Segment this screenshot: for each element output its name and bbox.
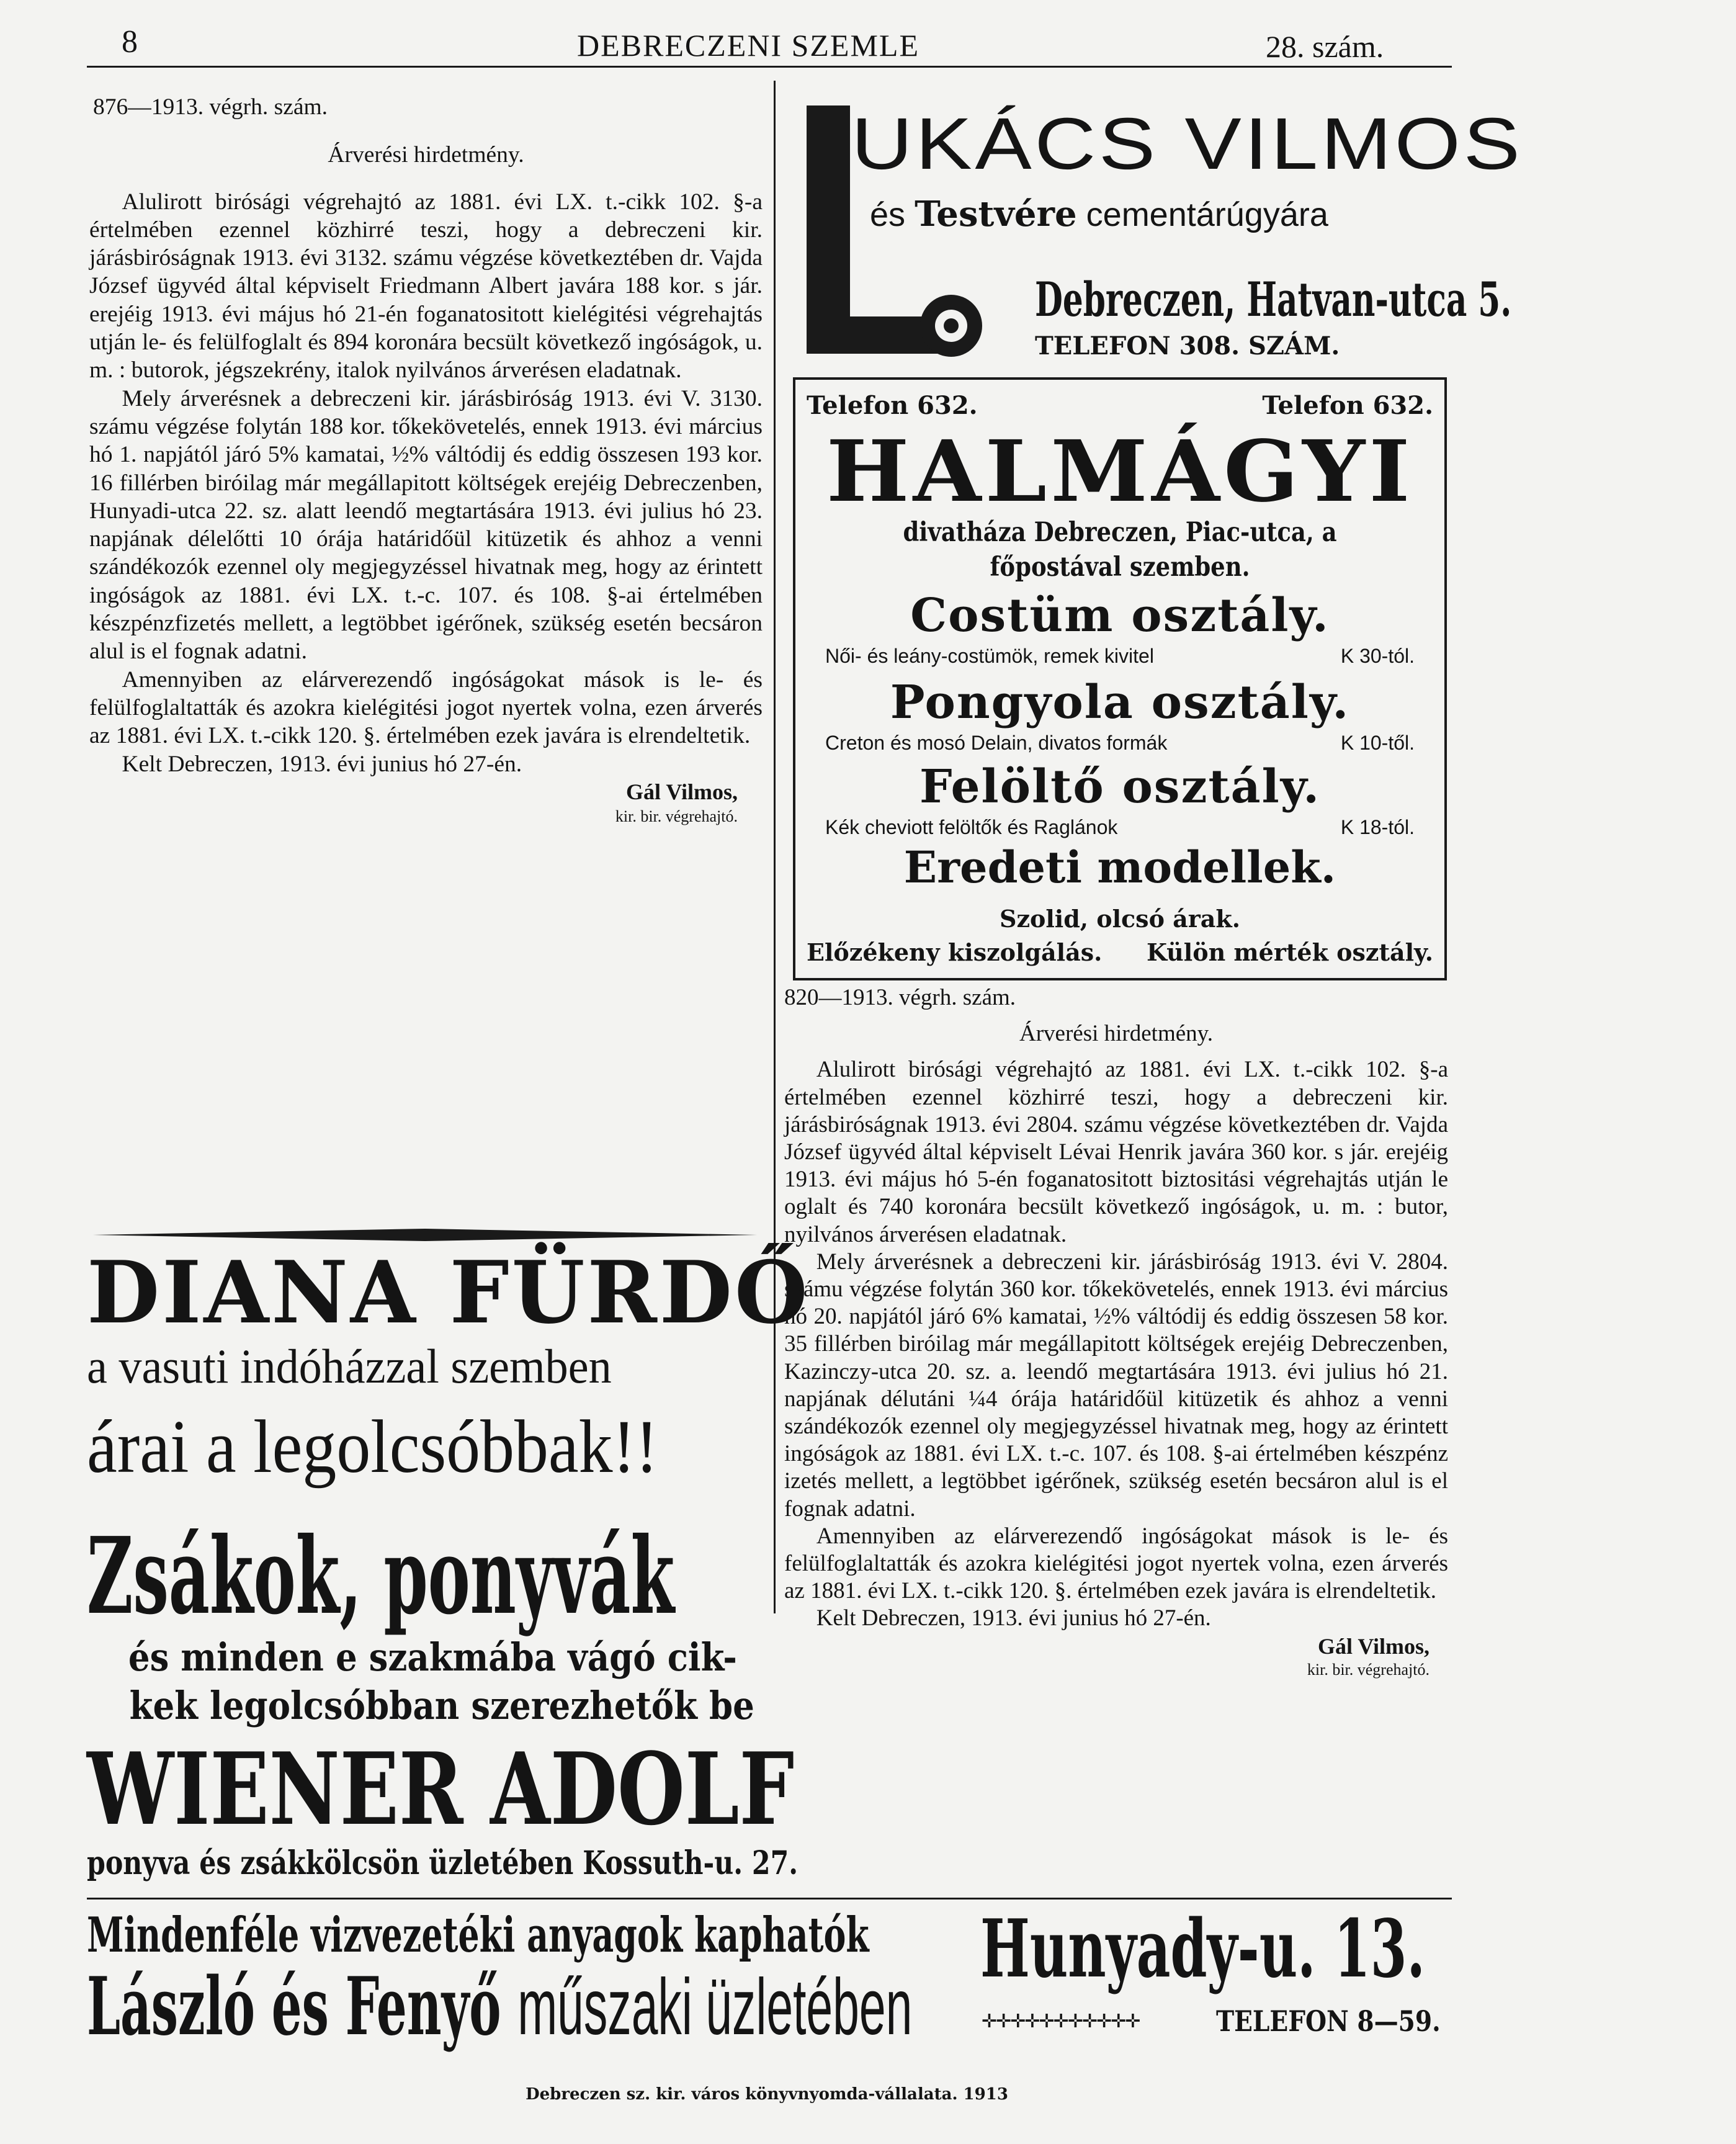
bottom-ad-address: Hunyady-u. 13. xyxy=(980,1903,1425,1996)
header-rule xyxy=(87,66,1452,68)
bottom-ad-phone: TELEFON 8—59. xyxy=(1216,2004,1441,2038)
item-text: Női- és leány-costümök, remek kivitel xyxy=(825,645,1154,667)
notice-paragraph: Mely árverésnek a debreczeni kir. járásbiróság 1913. évi V. 2804. számu végzése folytán 360 kor. tőkekövetelés, ennek 1913. évi március hó 20. napjától járó 6% kamatai, ½% váltódij és eddig összesen 58 kor. 35 fillérben biróilag már megállapitott költségek erejéig Debreczenben, Kazinczy-utca 20. sz. a. leendő megtartására 1913. évi julius hó 21. napjának délutáni ¼4 órája határidőül kitüzetik és ahhoz a venni szándékozók ezennel oly megjegyzéssel hivatnak meg, hogy az érintett ingóságok az 1881. évi LX. t.-c. 107. és 108. §-ai értelmében készpénz izetés mellett, a legtöbbet igérőnek, szükség esetén becsáron alul is el fognak adatni. xyxy=(784,1249,1448,1522)
item-text: Creton és mosó Delain, divatos formák xyxy=(825,732,1168,754)
phone-right: Telefon 632. xyxy=(1262,391,1433,420)
signature-title: kir. bir. végrehajtó. xyxy=(1307,1660,1430,1679)
case-number: 876—1913. végrh. szám. xyxy=(93,94,328,120)
wiener-ad-name: WIENER ADOLF xyxy=(87,1731,795,1847)
notice-date: Kelt Debreczen, 1913. évi junius hó 27-én. xyxy=(816,1605,1211,1631)
decorative-crosses: ✛✛✛✛✛✛✛✛✛✛✛ xyxy=(982,2011,1140,2032)
wiener-ad-line1: és minden e szakmába vágó cik- xyxy=(128,1635,737,1680)
item-price: K 30-tól. xyxy=(1340,645,1415,667)
section-item xyxy=(807,642,1433,670)
halmagyi-section-pongyola xyxy=(807,676,1433,757)
halmagyi-phones xyxy=(807,391,1433,420)
item-price: K 10-től. xyxy=(1340,732,1415,754)
section-item xyxy=(807,729,1433,757)
halmagyi-name: HALMÁGYI xyxy=(826,422,1414,521)
service-left: Előzékeny kiszolgálás. xyxy=(807,938,1103,966)
lukacs-address: Debreczen, Hatvan-utca 5. xyxy=(1035,272,1512,327)
section-title: Felöltő osztály. xyxy=(919,760,1320,814)
notice-paragraph: Alulirott birósági végrehajtó az 1881. évi LX. t.-cikk 102. §-a értelmében ezennel közhirré teszi, hogy a debreczeni kir. járásbiróságnak 1913. évi 2804. számu végzése következtében dr. Vajda József ügyvéd által képviselt Lévai Henrik javára 360 kor. s jár. erejéig 1913. évi május hó 5-én foganatositott biztositási végrehajtás utján le oglalt és 740 koronára becsült következő ingóságok, u. m. : butor, nyilvános árverésen eladatnak. xyxy=(784,1057,1448,1247)
auction-notice-2 xyxy=(784,984,1448,1680)
signature-title: kir. bir. végrehajtó. xyxy=(615,807,738,826)
halmagyi-section-feloltoe xyxy=(807,761,1433,841)
column-divider xyxy=(774,81,776,1613)
notice-paragraph: Amennyiben az elárverezendő ingóságokat mások is le- és felülfoglaltatták és azokra kielégitési jogot nyertek volna, ezen árverés az 1881. évi LX. t.-cikk 120. §. értelmében ezek javára is elrendeltetik. xyxy=(89,666,763,749)
issue-number: 28. szám. xyxy=(1266,29,1384,64)
wiener-ad-text xyxy=(87,1633,766,1730)
halmagyi-service xyxy=(807,937,1433,968)
diana-ad-line1: a vasuti indóházzal szemben xyxy=(87,1339,612,1393)
service-right: Külön mérték osztály. xyxy=(1146,938,1433,966)
halmagyi-tagline: divatháza Debreczen, Piac-utca, a főpostával szemben. xyxy=(903,517,1337,583)
printer-imprint: Debreczen sz. kir. város könyvnyomda-vállalata. 1913 xyxy=(526,2085,1008,2104)
wiener-ad-footer: ponyva és zsákkölcsön üzletében Kossuth-u. 27. xyxy=(87,1844,799,1882)
lukacs-phone: TELEFON 308. SZÁM. xyxy=(1035,331,1340,361)
company-rest: műszaki üzletében xyxy=(517,1963,913,2052)
lukacs-name: UKÁCS VILMOS xyxy=(851,103,1523,185)
page-number: 8 xyxy=(122,24,138,60)
ornament-divider xyxy=(93,1227,757,1242)
halmagyi-section-costum xyxy=(807,590,1433,670)
bottom-ad-line1: Mindenféle vizvezetéki anyagok kaphatók xyxy=(87,1907,869,1963)
notice-paragraph: Alulirott birósági végrehajtó az 1881. évi LX. t.-cikk 102. §-a értelmében ezennel közhirré teszi, hogy a debreczeni kir. járásbiróságnak 1913. évi 3132. számu végzése következtében dr. Vajda József ügyvéd által képviselt Friedmann Albert javára 188 kor. s jár. erejéig 1913. évi május hó 21-én foganatositott kielégitési végrehajtás utján le- és felülfoglalt és 894 koronára becsült következő ingóságok, u. m. : butorok, jégszekrény, italok nyilvános árverésen eladatnak. xyxy=(89,189,763,383)
notice-heading: Árverési hirdetmény. xyxy=(1019,1021,1213,1047)
diana-ad-line2: árai a legolcsóbbak!! xyxy=(87,1405,658,1489)
notice-paragraph: Mely árverésnek a debreczeni kir. járásbiróság 1913. évi V. 3130. számu végzése folytán 188 kor. tőkekövetelés, ennek 1913. évi március hó 1. napjától járó 5% kamatai, ½% váltódij és eddig összesen 193 kor. 16 fillérben biróilag már megállapitott költségek erejéig Debreczenben, Hunyadi-utca 22. sz. alatt leendő megtartására 1913. évi julius hó 23. napjának délelőtti 10 órája határidőül kitüzetik és ahhoz a venni szándékozók ezennel oly megjegyzéssel hivatnak meg, hogy az érintett ingóságok az 1881. évi LX. t.-c. 107. és 108. §-ai értelmében készpénzfizetés mellett, a legtöbbet igérőnek, szükség esetén becsáron alul is el fognak adatni. xyxy=(89,385,763,665)
case-number: 820—1913. végrh. szám. xyxy=(784,985,1016,1010)
wiener-ad-headline: Zsákok, ponyvák xyxy=(87,1514,675,1638)
bottom-ad-company xyxy=(87,1960,968,2053)
bottom-ad-rule xyxy=(87,1898,1452,1900)
lukacs-subtitle: és Testvére cementárúgyára xyxy=(870,194,1328,235)
section-title: Pongyola osztály. xyxy=(890,676,1350,729)
wiener-ad-line2: kek legolcsóbban szerezhetők be xyxy=(129,1683,754,1728)
item-price: K 18-tól. xyxy=(1340,816,1415,838)
signature-name: Gál Vilmos, xyxy=(1317,1633,1430,1659)
halmagyi-models: Eredeti modellek. xyxy=(903,841,1336,893)
company-name: László és Fenyő xyxy=(87,1960,501,2053)
section-item xyxy=(807,813,1433,841)
lukacs-scroll-ornament xyxy=(917,292,985,360)
auction-notice-1 xyxy=(89,93,763,827)
newspaper-title: DEBRECZENI SZEMLE xyxy=(577,28,920,63)
phone-left: Telefon 632. xyxy=(807,391,978,420)
item-text: Kék cheviott felöltők és Raglánok xyxy=(825,816,1118,838)
halmagyi-slogan: Szolid, olcsó árak. xyxy=(1000,905,1240,933)
section-title: Costüm osztály. xyxy=(910,589,1330,642)
notice-paragraph: Amennyiben az elárverezendő ingóságokat mások is le- és felülfoglaltatták és azokra kielégitési jogot nyertek volna, ezen árverés az 1881. évi LX. t.-cikk 120. §. értelmében ezek javára is elrendeltetik. xyxy=(784,1523,1448,1604)
signature-name: Gál Vilmos, xyxy=(625,779,738,804)
notice-date: Kelt Debreczen, 1913. évi junius hó 27-én. xyxy=(122,751,522,777)
diana-ad-title: DIANA FÜRDŐ xyxy=(87,1242,810,1343)
notice-heading: Árverési hirdetmény. xyxy=(328,142,524,168)
